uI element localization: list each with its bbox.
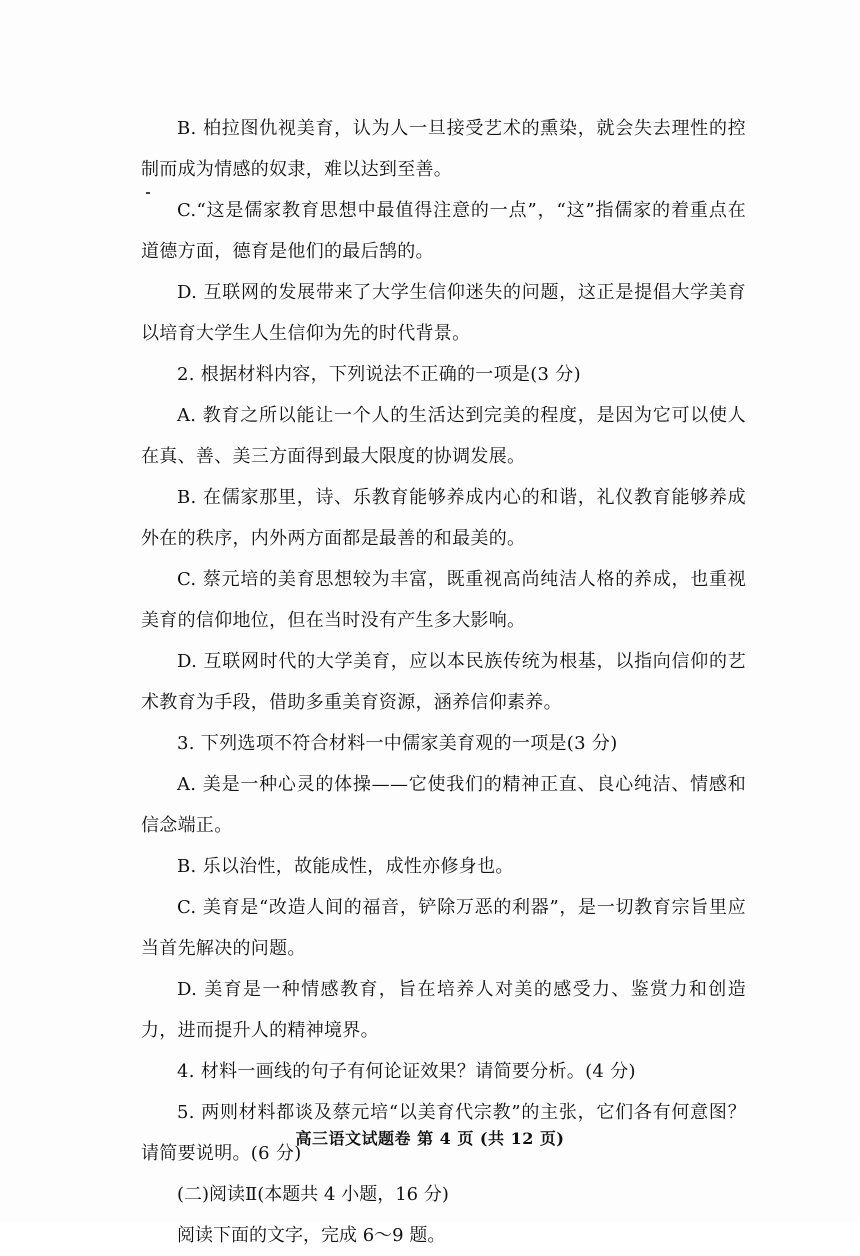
section-title: (二)阅读Ⅱ(本题共 4 小题，16 分)	[177, 1184, 449, 1205]
section-instruction: 阅读下面的文字，完成 6～9 题。	[177, 1225, 446, 1246]
q2-stem: 2. 根据材料内容，下列说法不正确的一项是(3 分)	[177, 364, 581, 385]
q3-option-a: A. 美是一种心灵的体操——它使我们的精神正直、良心纯洁、情感和信念端正。	[141, 774, 746, 836]
q1-option-b: B. 柏拉图仇视美育，认为人一旦接受艺术的熏染，就会失去理性的控制而成为情感的奴隶，难以达到至善。	[141, 118, 746, 180]
q5-stem: 5. 两则材料都谈及蔡元培“以美育代宗教”的主张，它们各有何意图？请简要说明。(6 分)	[141, 1102, 746, 1164]
exam-content	[141, 108, 746, 1256]
q2-option-c: C. 蔡元培的美育思想较为丰富，既重视高尚纯洁人格的养成，也重视美育的信仰地位，但在当时没有产生多大影响。	[141, 569, 746, 631]
q3-option-c: C. 美育是“改造人间的福音，铲除万恶的利器”，是一切教育宗旨里应当首先解决的问题。	[141, 897, 746, 959]
q2-option-a: A. 教育之所以能让一个人的生活达到完美的程度，是因为它可以使人在真、善、美三方面得到最大限度的协调发展。	[141, 405, 746, 467]
q4-stem: 4. 材料一画线的句子有何论证效果？请简要分析。(4 分)	[177, 1061, 636, 1082]
page-footer: 高三语文试题卷 第 4 页 (共 12 页)	[295, 1129, 565, 1148]
q1-option-d: D. 互联网的发展带来了大学生信仰迷失的问题，这正是提倡大学美育以培育大学生人生信仰为先的时代背景。	[141, 282, 746, 344]
q3-option-d: D. 美育是一种情感教育，旨在培养人对美的感受力、鉴赏力和创造力，进而提升人的精神境界。	[141, 979, 746, 1041]
q2-option-b: B. 在儒家那里，诗、乐教育能够养成内心的和谐，礼仪教育能够养成外在的秩序，内外两方面都是最善的和最美的。	[141, 487, 746, 549]
q1-option-c: C.“这是儒家教育思想中最值得注意的一点”，“这”指儒家的着重点在道德方面，德育是他们的最后鹄的。	[141, 200, 746, 262]
q3-option-b: B. 乐以治性，故能成性，成性亦修身也。	[177, 856, 514, 877]
q2-option-d: D. 互联网时代的大学美育，应以本民族传统为根基，以指向信仰的艺术教育为手段，借助多重美育资源，涵养信仰素养。	[141, 651, 746, 713]
q3-stem: 3. 下列选项不符合材料一中儒家美育观的一项是(3 分)	[177, 733, 618, 754]
